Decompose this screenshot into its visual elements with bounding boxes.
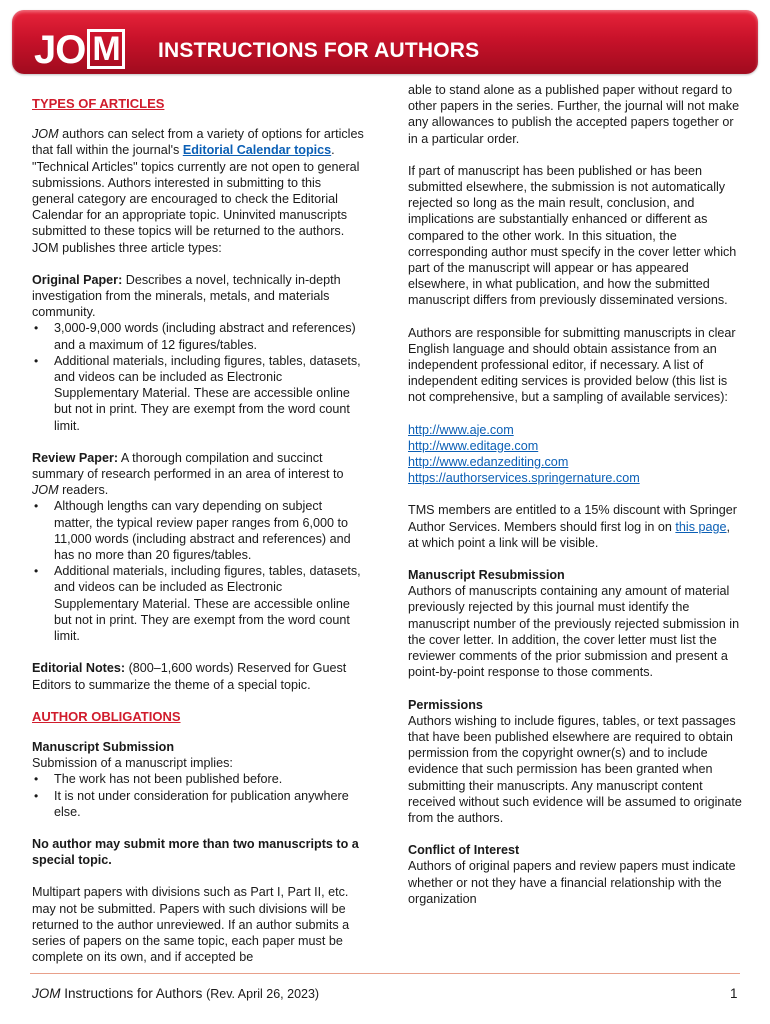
edanz-link[interactable]: http://www.edanzediting.com [408,455,569,470]
editage-link[interactable]: http://www.editage.com [408,438,539,453]
aje-link[interactable]: http://www.aje.com [408,422,514,437]
review-paper-block: Review Paper: A thorough compilation and succinct summary of research performed in an area of interest to JOM readers. [32,450,344,498]
editing-services-links [408,422,744,487]
jom-logo: JO M [34,28,136,72]
list-item: • Additional materials, including figures, tables, datasets, and videos can be included as Electronic Supplementary Material. These are accessible online but not in print. They are exempt from the word count limit. [54,563,364,644]
partial-publication-paragraph: If part of manuscript has been published or has been submitted elsewhere, the submission is not automatically rejected so long as the main result, conclusion, and implications are substantially enhanced or different as compared to the other work. In this situation, the corresponding author must specify in the cover letter which part of the manuscript will appear or has appeared elsewhere, in what publication, and how the submitted manuscript differs from previously disseminated versions. [408,163,737,308]
types-of-articles-heading: TYPES OF ARTICLES [32,96,165,111]
original-paper-block: Original Paper: Describes a novel, technically in-depth investigation from the minerals, metals, and materials community. [32,272,341,320]
editorial-notes-paragraph: Editorial Notes: (800–1,600 words) Reserved for Guest Editors to summarize the theme of a special topic. [32,661,347,692]
list-item: • Although lengths can vary depending on subject matter, the typical review paper ranges from 6,000 to 11,000 words (including abstract and references) and has no more than 20 figures/tables. [54,498,364,563]
two-manuscripts-rule: No author may submit more than two manuscripts to a special topic. [32,836,359,868]
footer-divider [30,973,740,974]
editorial-calendar-link[interactable]: Editorial Calendar topics [182,143,332,158]
page-title: INSTRUCTIONS FOR AUTHORS [158,39,480,62]
list-item: • 3,000-9,000 words (including abstract and references) and a maximum of 12 figures/tables. [54,320,364,352]
continuation-paragraph: able to stand alone as a published paper without regard to other papers in the series. Further, the journal will not make any allowances to publish the accepted papers together or in a particular order. [408,83,740,146]
resubmission-paragraph: Authors of manuscripts containing any amount of material previously rejected by this journal must identify the manuscript number of the previously rejected submission in the cover letter. In addition, the cover letter must list the reviewer comments of the prior submission and present a point-by-point response to those comments. [408,584,740,680]
conflict-of-interest-paragraph: Authors of original papers and review papers must indicate whether or not they have a financial relationship with the organization [408,859,736,906]
permissions-paragraph: Authors wishing to include figures, tables, or text passages that have been published elsewhere are required to obtain permission from the copyright owner(s) and to include evidence that such permission has been granted when submitting their manuscripts. Any manuscript content received without such evidence will be assumed to originate from the authors. [408,713,742,825]
submission-intro: Submission of a manuscript implies: [32,756,233,771]
right-column [408,82,744,923]
header-banner [12,10,758,74]
list-item: • Additional materials, including figures, tables, datasets, and videos can be included as Electronic Supplementary Material. These are accessible online but not in print. They are exempt from the word count limit. [54,353,364,434]
left-column [32,96,364,981]
footer-label: JOM Instructions for Authors (Rev. April 26, 2023) [32,986,320,1001]
this-page-link[interactable]: this page [675,519,727,534]
submission-list [32,771,364,820]
resubmission-heading: Manuscript Resubmission [408,568,565,583]
list-item: • It is not under consideration for publication anywhere else. [54,788,364,820]
page-number: 1 [730,986,738,1001]
permissions-heading: Permissions [408,697,483,712]
conflict-of-interest-heading: Conflict of Interest [408,843,520,858]
tms-discount-paragraph: TMS members are entitled to a 15% discount with Springer Author Services. Members should first log in on this page, at which point a link will be visible. [408,503,737,550]
multipart-paragraph: Multipart papers with divisions such as Part I, Part II, etc. may not be submitted. Papers with such divisions will be returned to the author unreviewed. If an author submits a series of papers on the same topic, each paper must be complete on its own, and if accepted be [32,885,350,965]
review-paper-list [32,498,364,644]
author-obligations-heading: AUTHOR OBLIGATIONS [32,708,181,724]
list-item: • The work has not been published before. [54,771,364,787]
manuscript-submission-heading: Manuscript Submission [32,739,175,754]
language-paragraph: Authors are responsible for submitting manuscripts in clear English language and should obtain assistance from an independent professional editor, if necessary. A list of independent editing services is provided below (this list is not comprehensive, but a sampling of available services): [408,325,736,405]
springer-author-services-link[interactable]: https://authorservices.springernature.com [408,471,640,486]
intro-paragraph: JOM authors can select from a variety of options for articles that fall within the journal's Editorial Calendar topics. "Technical Articles" topics currently are not open to general submissions. Authors interested in submitting to this general category are encouraged to check the Editorial Calendar for an appropriate topic. Uninvited manuscripts submitted to these topics will be returned to the authors. JOM publishes three article types: [32,127,364,255]
original-paper-list [32,320,364,433]
